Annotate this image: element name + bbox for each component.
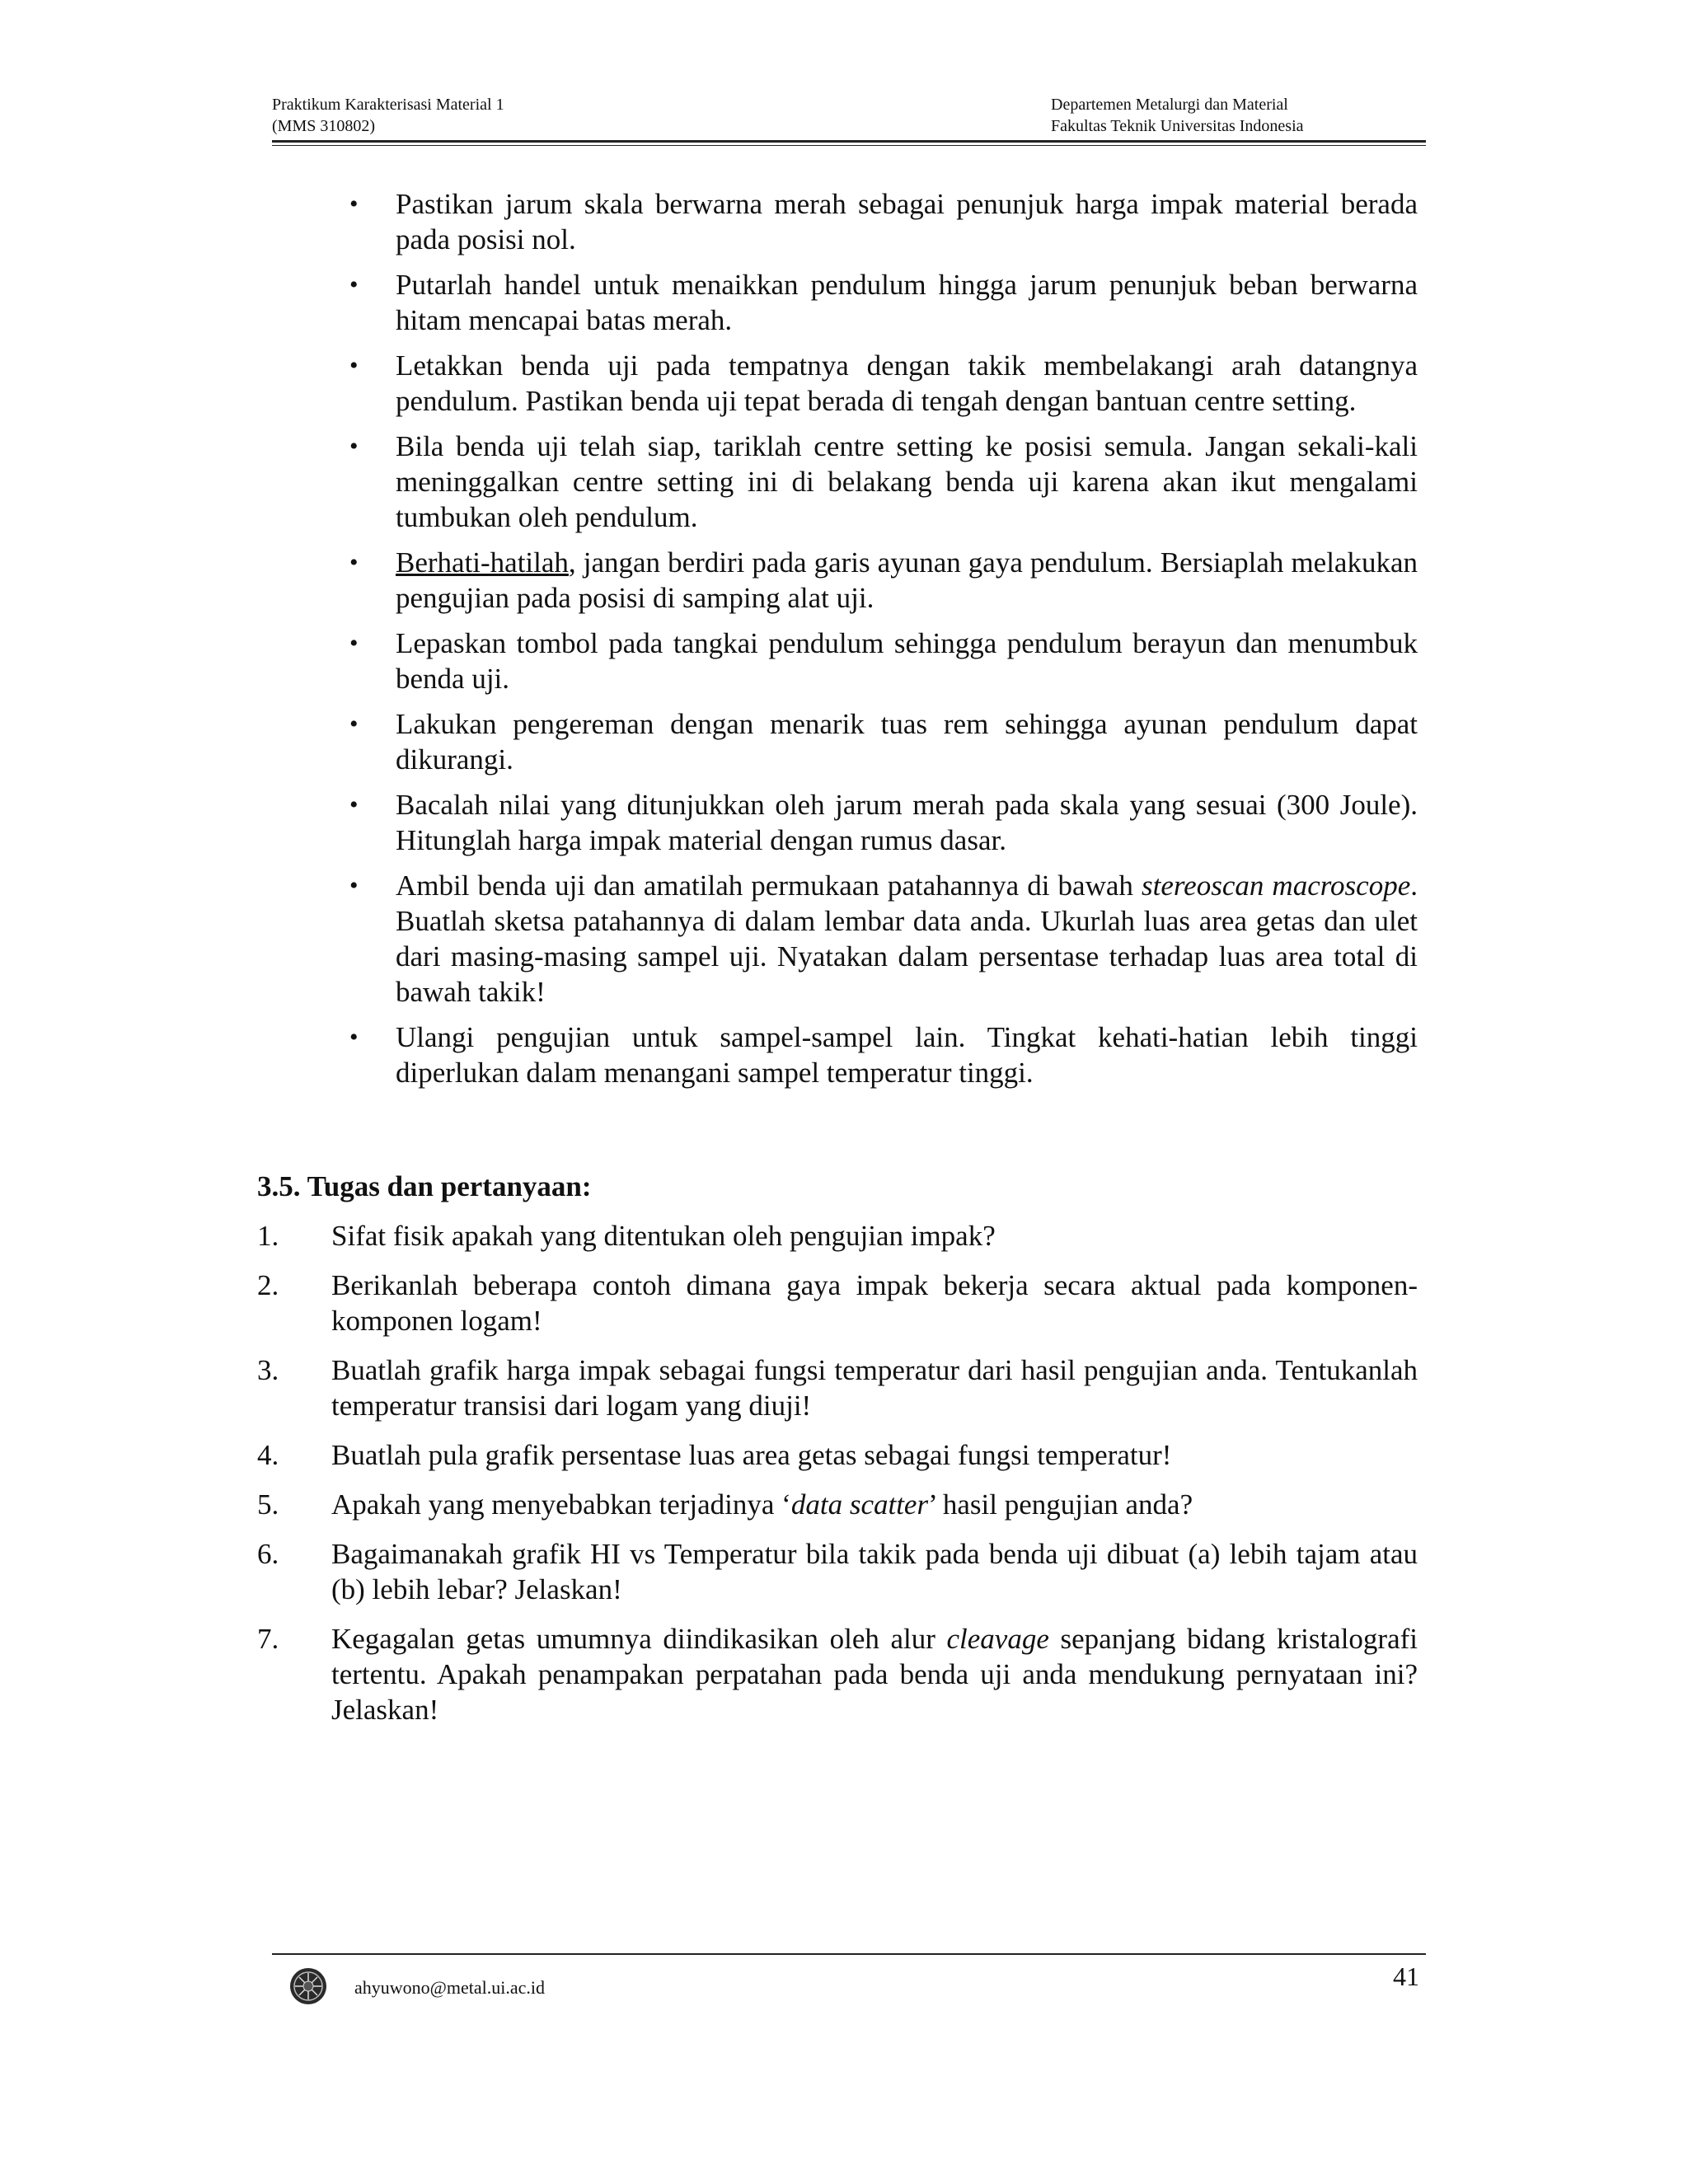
header-course — [272, 94, 504, 137]
bullet-item — [346, 706, 1418, 777]
question-text-italic: cleavage — [946, 1623, 1049, 1655]
section-title: 3.5. Tugas dan pertanyaan: — [257, 1170, 592, 1202]
question-text-italic: data scatter — [790, 1488, 929, 1521]
bullet-dot: • — [349, 433, 359, 460]
bullet-dot: • — [349, 190, 359, 218]
procedure-bullet-list — [346, 186, 1418, 1100]
bullet-dot: • — [349, 271, 359, 298]
question-text — [331, 1488, 1193, 1521]
question-item — [257, 1487, 1418, 1522]
question-list — [257, 1218, 1418, 1741]
question-text: Bagaimanakah grafik HI vs Temperatur bila takik pada benda uji dibuat (a) lebih tajam atau (b) lebih lebar? Jelaskan! — [331, 1538, 1418, 1605]
question-item — [257, 1218, 1418, 1254]
bullet-text: Bacalah nilai yang ditunjukkan oleh jarum merah pada skala yang sesuai (300 Joule). Hitunglah harga impak material dengan rumus dasar. — [396, 789, 1418, 856]
header-faculty: Fakultas Teknik Universitas Indonesia — [1051, 117, 1304, 135]
header-course-code: (MMS 310802) — [272, 117, 376, 135]
header-course-title: Praktikum Karakterisasi Material 1 — [272, 96, 504, 114]
bullet-item — [346, 626, 1418, 696]
question-number: 7. — [257, 1623, 279, 1655]
bullet-text — [396, 546, 1418, 614]
bullet-dot: • — [349, 549, 359, 576]
question-number: 4. — [257, 1439, 279, 1471]
bullet-text — [396, 869, 1418, 1008]
bullet-dot: • — [349, 872, 359, 899]
question-text-post: ’ hasil pengujian anda? — [928, 1488, 1193, 1521]
header-rule-thin — [272, 145, 1426, 146]
footer-rule — [272, 1953, 1426, 1955]
question-text-pre: Kegagalan getas umumnya diindikasikan oleh alur — [331, 1623, 947, 1655]
header-rule-thick — [272, 140, 1426, 143]
bullet-dot: • — [349, 791, 359, 818]
bullet-dot: • — [349, 352, 359, 379]
header-institution — [1051, 94, 1304, 137]
question-item — [257, 1352, 1418, 1423]
question-text: Buatlah grafik harga impak sebagai fungsi temperatur dari hasil pengujian anda. Tentukanlah temperatur transisi dari logam yang diuji! — [331, 1354, 1418, 1422]
bullet-text: Ulangi pengujian untuk sampel-sampel lain. Tingkat kehati-hatian lebih tinggi diperlukan dalam menangani sampel temperatur tinggi. — [396, 1021, 1418, 1089]
bullet-item — [346, 348, 1418, 419]
question-item — [257, 1437, 1418, 1473]
bullet-item — [346, 267, 1418, 338]
bullet-item — [346, 429, 1418, 535]
bullet-item — [346, 545, 1418, 616]
bullet-item — [346, 186, 1418, 257]
bullet-text: Letakkan benda uji pada tempatnya dengan takik membelakangi arah datangnya pendulum. Pastikan benda uji tepat berada di tengah dengan bantuan centre setting. — [396, 349, 1418, 417]
bullet-dot: • — [349, 630, 359, 657]
question-number: 2. — [257, 1269, 279, 1301]
question-item — [257, 1536, 1418, 1607]
bullet-text: Lakukan pengereman dengan menarik tuas rem sehingga ayunan pendulum dapat dikurangi. — [396, 708, 1418, 776]
bullet-text: Lepaskan tombol pada tangkai pendulum sehingga pendulum berayun dan menumbuk benda uji. — [396, 627, 1418, 695]
question-number: 5. — [257, 1488, 279, 1521]
bullet-text-pre: Ambil benda uji dan amatilah permukaan patahannya di bawah — [396, 869, 1142, 902]
university-seal-icon — [288, 1966, 328, 2006]
question-text: Sifat fisik apakah yang ditentukan oleh pengujian impak? — [331, 1220, 996, 1252]
question-text: Berikanlah beberapa contoh dimana gaya impak bekerja secara aktual pada komponen-komponen logam! — [331, 1269, 1418, 1337]
question-item — [257, 1268, 1418, 1338]
bullet-dot: • — [349, 1024, 359, 1051]
bullet-text-italic: stereoscan macroscope — [1141, 869, 1411, 902]
bullet-dot: • — [349, 710, 359, 738]
bullet-text-rest: , jangan berdiri pada garis ayunan gaya pendulum. Bersiaplah melakukan pengujian pada posisi di samping alat uji. — [396, 546, 1418, 614]
question-number: 6. — [257, 1538, 279, 1570]
question-text — [331, 1623, 1418, 1726]
question-item — [257, 1621, 1418, 1727]
question-text-pre: Apakah yang menyebabkan terjadinya ‘ — [331, 1488, 791, 1521]
question-text-post: sepanjang bidang kristalografi tertentu. Apakah penampakan perpatahan pada benda uji anda mendukung pernyataan ini? Jelaskan! — [331, 1623, 1418, 1726]
question-number: 3. — [257, 1354, 279, 1386]
bullet-text: Pastikan jarum skala berwarna merah sebagai penunjuk harga impak material berada pada posisi nol. — [396, 188, 1418, 255]
question-text: Buatlah pula grafik persentase luas area getas sebagai fungsi temperatur! — [331, 1439, 1172, 1471]
bullet-item — [346, 868, 1418, 1010]
bullet-text: Putarlah handel untuk menaikkan pendulum hingga jarum penunjuk beban berwarna hitam mencapai batas merah. — [396, 269, 1418, 336]
question-number: 1. — [257, 1220, 279, 1252]
bullet-item — [346, 787, 1418, 858]
page-footer — [272, 1953, 1426, 2019]
bullet-item — [346, 1019, 1418, 1090]
bullet-text-post: . Buatlah sketsa patahannya di dalam lembar data anda. Ukurlah luas area getas dan ulet dari masing-masing sampel uji. Nyatakan dalam persentase terhadap luas area total di bawah takik! — [396, 869, 1418, 1008]
warning-emphasis: Berhati-hatilah — [396, 546, 569, 579]
page-number: 41 — [1393, 1961, 1419, 1991]
bullet-text: Bila benda uji telah siap, tariklah centre setting ke posisi semula. Jangan sekali-kali meninggalkan centre setting ini di belakang benda uji karena akan ikut mengalami tumbukan oleh pendulum. — [396, 430, 1418, 533]
header-department: Departemen Metalurgi dan Material — [1051, 96, 1288, 114]
page-header — [272, 92, 1426, 142]
footer-email: ahyuwono@metal.ui.ac.id — [354, 1977, 546, 1998]
